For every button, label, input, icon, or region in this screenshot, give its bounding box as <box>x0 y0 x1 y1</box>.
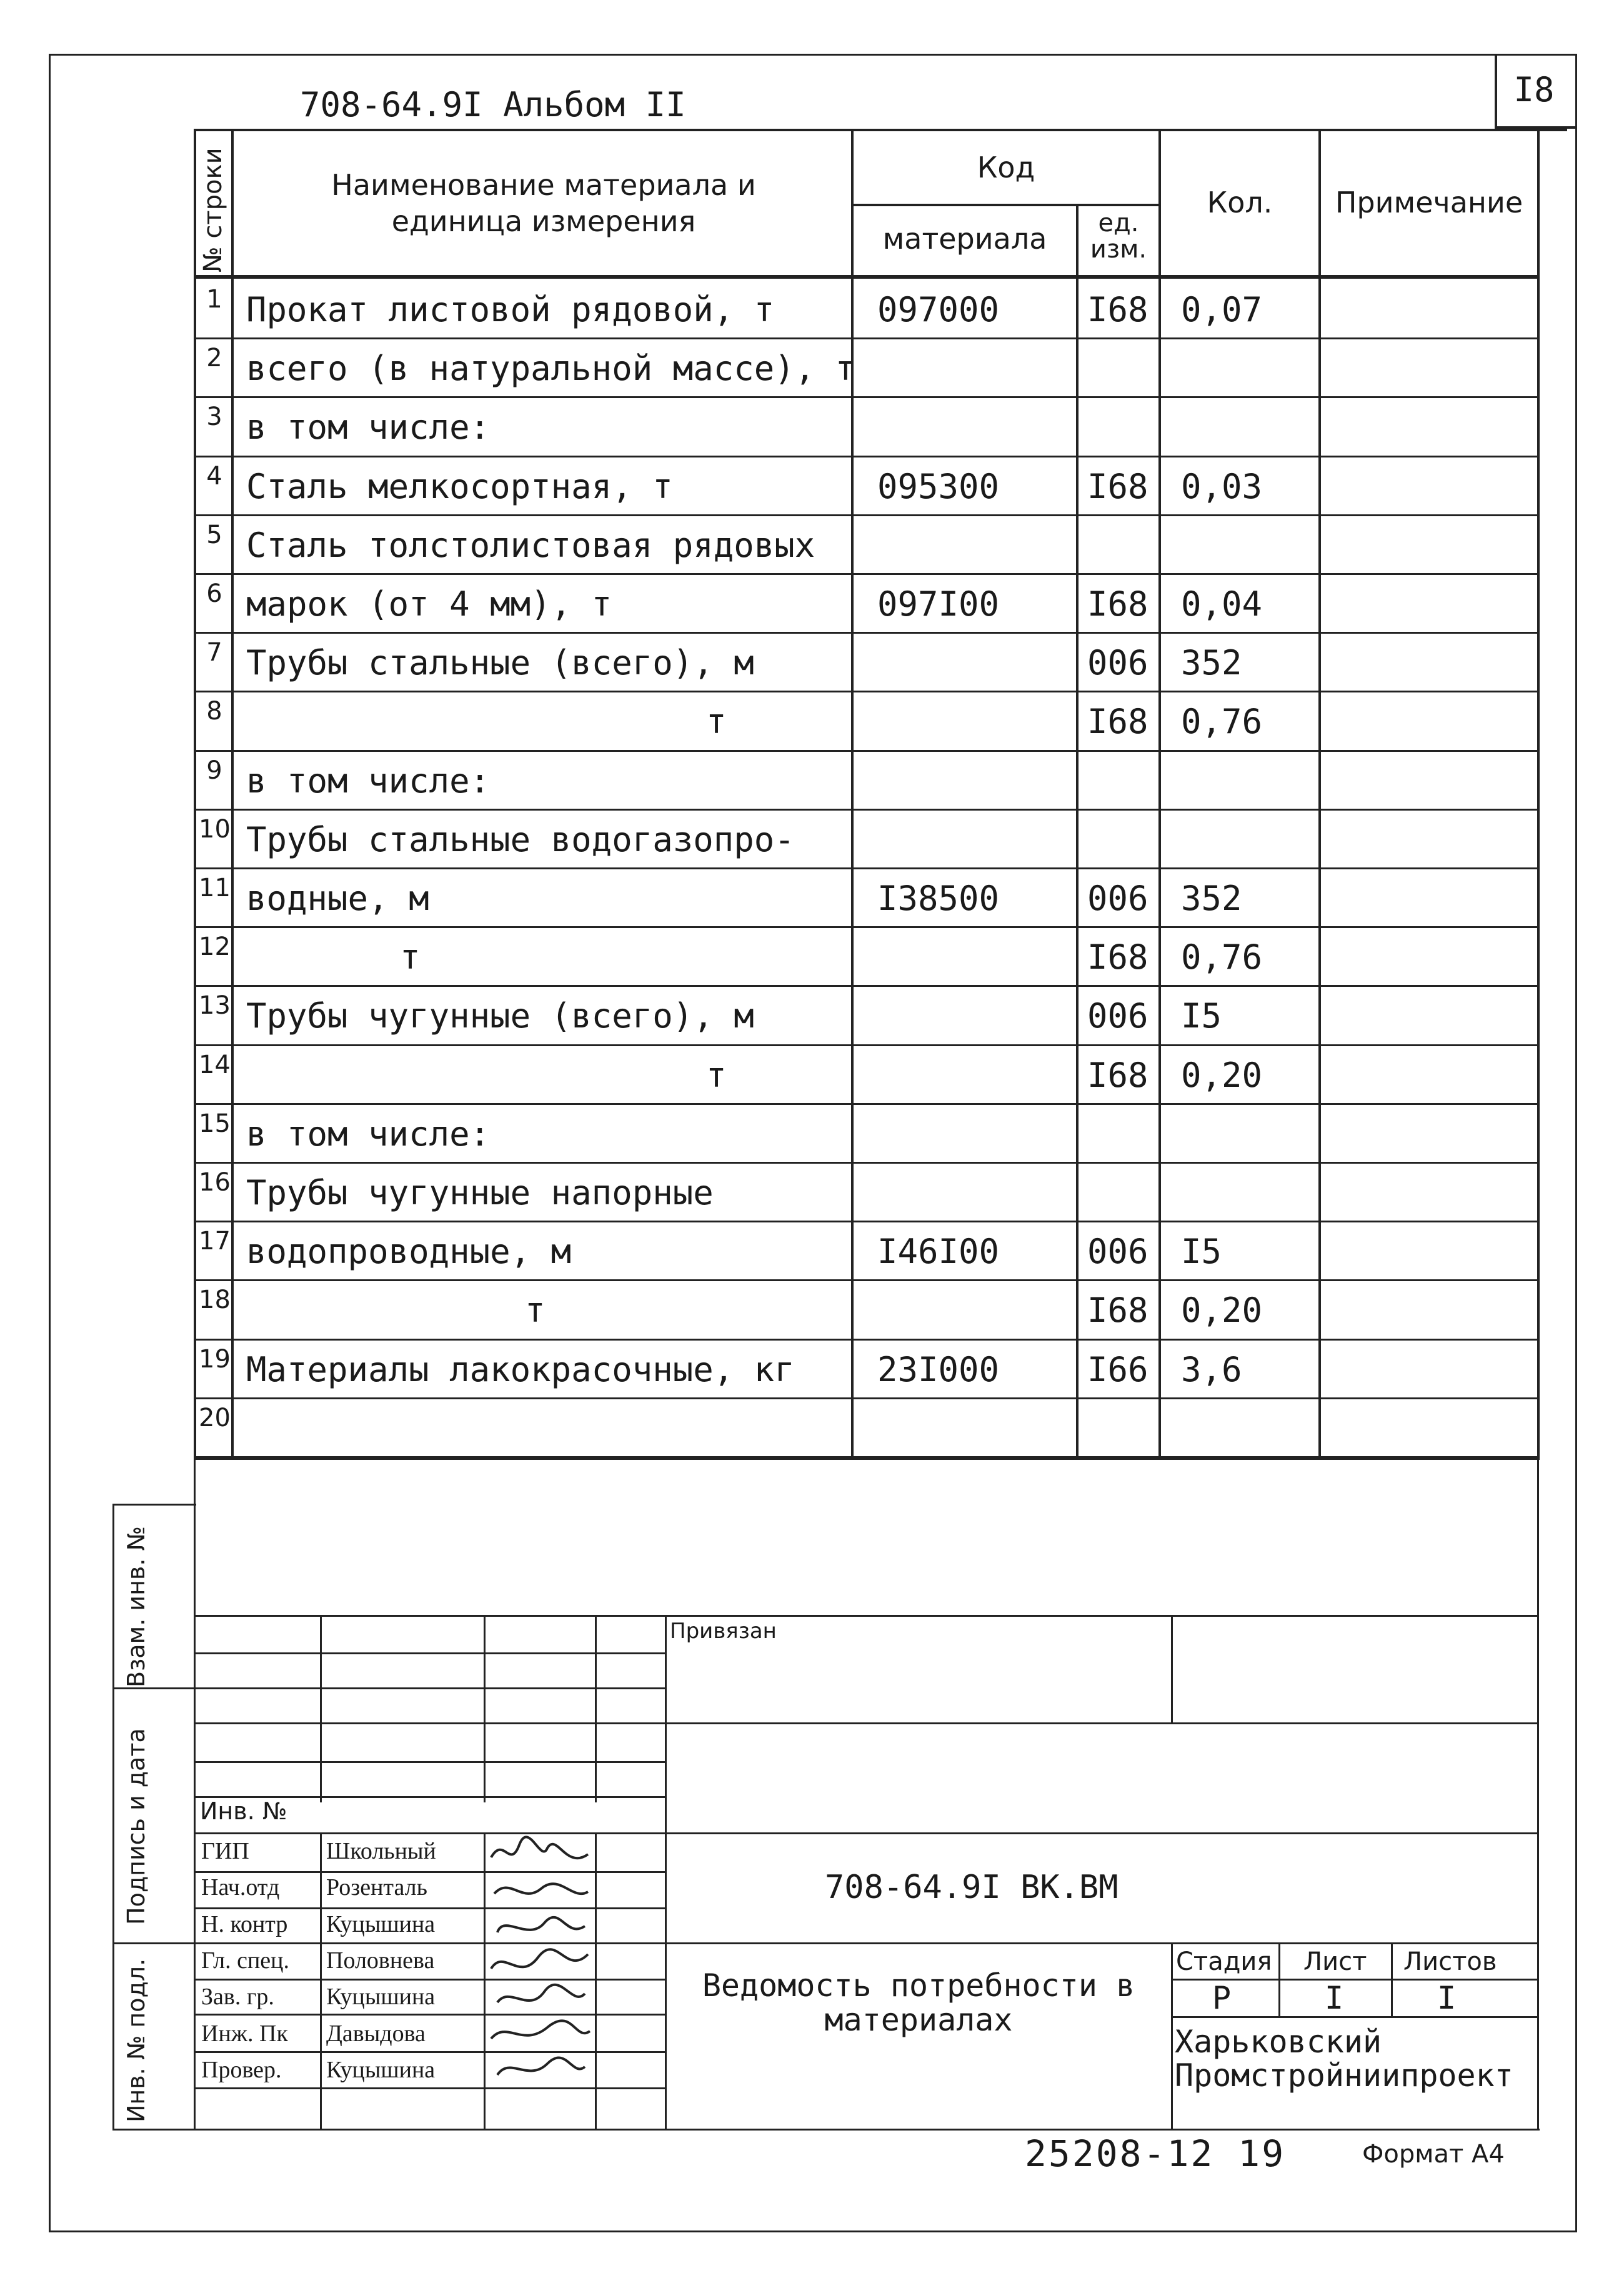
row-number: 7 <box>206 638 222 667</box>
row-number: 11 <box>199 874 231 902</box>
person-name: Куцышина <box>326 1911 436 1937</box>
row-number: 15 <box>199 1109 231 1138</box>
sheets-label: Листов <box>1403 1947 1497 1976</box>
row-divider <box>194 1279 1538 1281</box>
row-divider <box>194 396 1538 398</box>
row-divider <box>194 573 1538 575</box>
row-number: 2 <box>206 344 222 373</box>
unit-code: I68 <box>1087 702 1148 742</box>
col-header-name: Наименование материала и единица измерения <box>331 168 756 238</box>
material-name: Сталь мелкосортная, т <box>246 466 673 506</box>
unit-code: I68 <box>1087 584 1148 624</box>
material-name: Материалы лакокрасочные, кг <box>246 1349 795 1389</box>
row-number: 9 <box>206 756 222 785</box>
row-number: 12 <box>199 932 231 962</box>
sheet-value: I <box>1325 1980 1344 2016</box>
material-name: т <box>706 702 727 742</box>
unit-code: 006 <box>1087 996 1148 1036</box>
material-name: Сталь толстолистовая рядовых <box>246 525 815 565</box>
table-top-line <box>194 129 1567 131</box>
quantity: 0,76 <box>1181 702 1263 742</box>
material-name: водные, м <box>246 879 429 918</box>
unit-code: I68 <box>1087 466 1148 506</box>
role-title: Гл. спец. <box>201 1947 289 1974</box>
person-name: Половнева <box>326 1947 435 1974</box>
material-name: т <box>706 1055 727 1095</box>
material-code: 23I000 <box>877 1349 1000 1389</box>
organization: Харьковский Промстройниипроект <box>1175 2024 1513 2094</box>
material-code: I38500 <box>877 879 1000 918</box>
row-number: 6 <box>206 579 222 608</box>
material-name: Трубы стальные (всего), м <box>246 643 754 683</box>
role-title: Нач.отд <box>201 1874 280 1901</box>
row-divider <box>194 456 1538 457</box>
col-header-note: Примечание <box>1335 186 1523 219</box>
col-header-unit-code: ед. изм. <box>1090 209 1147 264</box>
side-label-signature-date: Подпись и дата <box>122 1728 150 1925</box>
material-name: Трубы чугунные (всего), м <box>246 996 754 1036</box>
side-label-inv-podl: Инв. № подл. <box>122 1958 150 2122</box>
material-name: Трубы стальные водогазопро- <box>246 819 795 859</box>
unit-code: I68 <box>1087 1291 1148 1331</box>
row-number: 18 <box>199 1286 231 1315</box>
row-divider <box>194 337 1538 339</box>
row-divider <box>194 1221 1538 1222</box>
sheets-value: I <box>1437 1980 1457 2016</box>
col-header-row-no: № строки <box>199 147 227 272</box>
row-number: 20 <box>199 1403 231 1432</box>
role-title: ГИП <box>201 1838 249 1864</box>
row-divider <box>194 809 1538 811</box>
material-name: в том числе: <box>246 1114 491 1154</box>
row-divider <box>194 1103 1538 1105</box>
row-divider <box>194 1162 1538 1164</box>
row-number: 5 <box>206 520 222 549</box>
doc-title: Ведомость потребности в материалах <box>702 1967 1135 2038</box>
person-name: Розенталь <box>326 1874 427 1901</box>
format-label: Формат А4 <box>1362 2140 1505 2169</box>
col-header-material-code: материала <box>882 222 1047 256</box>
row-number: 10 <box>199 814 231 844</box>
col-header-qty: Кол. <box>1207 186 1273 219</box>
unit-code: I66 <box>1087 1349 1148 1389</box>
row-divider <box>194 750 1538 752</box>
role-title: Провер. <box>201 2056 282 2083</box>
quantity: 3,6 <box>1181 1349 1242 1389</box>
row-number: 17 <box>199 1227 231 1256</box>
role-title: Зав. гр. <box>201 1984 274 2011</box>
quantity: 0,20 <box>1181 1291 1263 1331</box>
inv-no-label: Инв. № <box>200 1797 287 1825</box>
quantity: 0,04 <box>1181 584 1263 624</box>
stage-label: Стадия <box>1176 1947 1272 1976</box>
unit-code: I68 <box>1087 290 1148 329</box>
row-number: 16 <box>199 1168 231 1197</box>
row-number: 8 <box>206 697 222 726</box>
material-name: в том числе: <box>246 407 491 447</box>
material-name: т <box>400 937 421 977</box>
col-header-code-group: Код <box>977 151 1035 184</box>
row-number: 1 <box>206 285 222 314</box>
quantity: I5 <box>1181 1232 1222 1272</box>
row-divider <box>194 985 1538 987</box>
material-name: Прокат листовой рядовой, т <box>246 290 775 329</box>
privyazan-label: Привязан <box>670 1619 777 1644</box>
header-code: 708-64.9I Альбом II <box>300 85 686 124</box>
row-divider <box>194 632 1538 634</box>
unit-code: I68 <box>1087 937 1148 977</box>
person-name: Школьный <box>326 1838 436 1864</box>
row-number: 19 <box>199 1344 231 1374</box>
stage-value: Р <box>1212 1980 1232 2016</box>
unit-code: 006 <box>1087 879 1148 918</box>
quantity: 0,76 <box>1181 937 1263 977</box>
doc-code: 708-64.9I ВК.ВМ <box>825 1869 1118 1906</box>
row-divider <box>194 514 1538 516</box>
row-number: 13 <box>199 991 231 1021</box>
material-code: 097000 <box>877 290 1000 329</box>
person-name: Куцышина <box>326 1984 436 2011</box>
material-name: т <box>525 1291 545 1331</box>
role-title: Н. контр <box>201 1911 288 1937</box>
person-name: Давыдова <box>326 2020 426 2047</box>
unit-code: I68 <box>1087 1055 1148 1095</box>
material-name: водопроводные, м <box>246 1232 572 1272</box>
quantity: 0,20 <box>1181 1055 1263 1095</box>
unit-code: 006 <box>1087 643 1148 683</box>
page-number: I8 <box>1513 70 1555 109</box>
row-number: 4 <box>206 461 222 491</box>
bottom-number: 25208-12 19 <box>1025 2132 1286 2175</box>
material-name: в том числе: <box>246 761 491 801</box>
quantity: 352 <box>1181 643 1242 683</box>
row-divider <box>194 691 1538 692</box>
sheet-label: Лист <box>1303 1947 1367 1976</box>
quantity: I5 <box>1181 996 1222 1036</box>
row-divider <box>194 1397 1538 1399</box>
row-divider <box>194 1044 1538 1046</box>
side-label-vzam: Взам. инв. № <box>122 1526 150 1687</box>
role-title: Инж. Пк <box>201 2020 288 2047</box>
row-divider <box>194 926 1538 928</box>
material-code: 097I00 <box>877 584 1000 624</box>
signatures-illustration <box>485 1832 595 2089</box>
material-name: всего (в натуральной массе), т <box>246 349 856 389</box>
row-divider <box>194 1339 1538 1341</box>
quantity: 352 <box>1181 879 1242 918</box>
material-code: 095300 <box>877 466 1000 506</box>
material-code: I46I00 <box>877 1232 1000 1272</box>
person-name: Куцышина <box>326 2056 436 2083</box>
quantity: 0,07 <box>1181 290 1263 329</box>
unit-code: 006 <box>1087 1232 1148 1272</box>
row-divider <box>194 867 1538 869</box>
row-number: 3 <box>206 402 222 432</box>
material-name: марок (от 4 мм), т <box>246 584 612 624</box>
material-name: Трубы чугунные напорные <box>246 1173 714 1212</box>
row-number: 14 <box>199 1050 231 1079</box>
quantity: 0,03 <box>1181 466 1263 506</box>
